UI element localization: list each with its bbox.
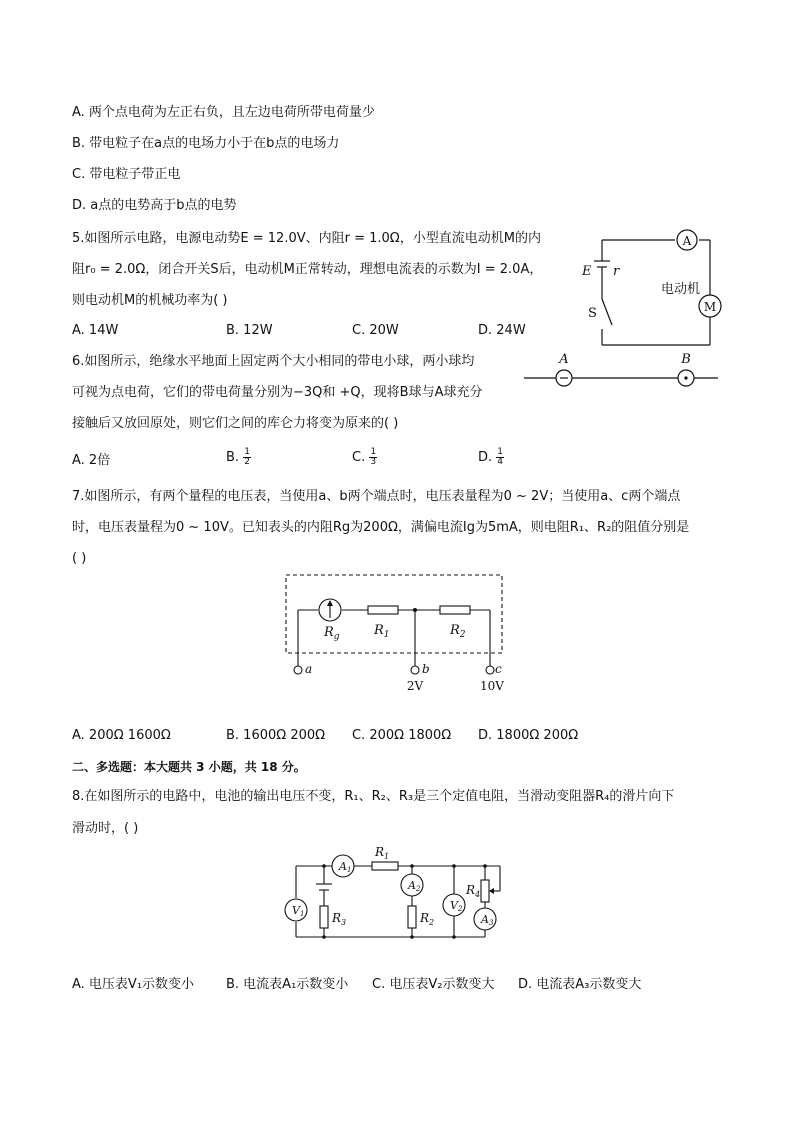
- q7-terminal-a: a: [305, 662, 313, 676]
- q8-r2-label: $R_2$: [420, 911, 435, 927]
- q8-a2-label: A2: [408, 879, 421, 893]
- q7-option-b: B. 1600Ω 200Ω: [226, 728, 326, 743]
- q6-option-a: A. 2倍: [72, 453, 111, 468]
- q7-option-a: A. 200Ω 1600Ω: [72, 728, 171, 743]
- q7-terminal-c: c: [495, 662, 502, 676]
- q7-stem-line1: 7.如图所示，有两个量程的电压表，当使用a、b两个端点时，电压表量程为0 ~ 2V；当使用a、c两个端点: [72, 489, 681, 504]
- q7-stem-line2: 时，电压表量程为0 ~ 10V。已知表头的内阻Rg为200Ω，满偏电流Ig为5mA，则电阻R₁、R₂的阻值分别是: [72, 520, 690, 535]
- q8-stem-line1: 8.在如图所示的电路中，电池的输出电压不变，R₁、R₂、R₃是三个定值电阻，当滑动变阻器R₄的滑片向下: [72, 789, 675, 804]
- q7-r1-label: $R_1$: [374, 623, 390, 640]
- q5-switch-label: S: [588, 306, 597, 321]
- q8-option-d: D. 电流表A₃示数变大: [518, 977, 642, 992]
- q6-option-b: B. $\frac{1}{2}$: [226, 447, 250, 467]
- q8-option-c: C. 电压表V₂示数变大: [372, 977, 495, 992]
- q7-terminal-b: b: [422, 662, 430, 676]
- r1-resistor: [368, 606, 398, 614]
- q8-v2-label: V2: [450, 899, 463, 913]
- q5-stem-line3: 则电动机M的机械功率为( ): [72, 293, 228, 308]
- q6-stem-line2: 可视为点电荷，它们的带电荷量分别为−3Q和 +Q，现将B球与A球充分: [72, 385, 483, 400]
- q5-resistance-label: r: [613, 264, 620, 279]
- q7-stem-line3: ( ): [72, 551, 87, 566]
- q4-option-d: D. a点的电势高于b点的电势: [72, 198, 237, 213]
- q7-range-10v: 10V: [480, 679, 504, 693]
- q6-charges-diagram: [522, 350, 722, 395]
- r4-rheostat: [481, 880, 489, 902]
- q8-option-b: B. 电流表A₁示数变小: [226, 977, 349, 992]
- q5-ammeter-label: A: [682, 234, 692, 248]
- q5-stem-line2: 阻r₀ = 2.0Ω，闭合开关S后，电动机M正常转动，理想电流表的示数为I = 2.0A，: [72, 262, 543, 277]
- q5-motor-symbol-label: M: [703, 300, 717, 314]
- q7-option-c: C. 200Ω 1800Ω: [352, 728, 452, 743]
- q6-option-c: C. $\frac{1}{3}$: [352, 447, 377, 467]
- q8-stem-line2: 滑动时，( ): [72, 821, 139, 836]
- r2-resistor: [408, 906, 416, 928]
- q6-ball-a-label: A: [559, 352, 569, 367]
- q5-option-a: A. 14W: [72, 323, 119, 338]
- q8-a1-label: A1: [339, 860, 352, 874]
- q6-option-d: D. $\frac{1}{4}$: [478, 447, 504, 467]
- q5-option-c: C. 20W: [352, 323, 399, 338]
- q5-option-b: B. 12W: [226, 323, 273, 338]
- q6-stem-line3: 接触后又放回原处，则它们之间的库仑力将变为原来的( ): [72, 416, 399, 431]
- q6-ball-b-label: B: [681, 352, 691, 367]
- q8-r4-label: $R_4$: [466, 883, 481, 899]
- q5-source-label: E: [582, 264, 592, 279]
- q6-stem-line1: 6.如图所示，绝缘水平地面上固定两个大小相同的带电小球，两小球均: [72, 354, 475, 369]
- section-title: 二、多选题：本大题共 3 小题，共 18 分。: [72, 760, 306, 774]
- q5-circuit-diagram: [570, 225, 720, 350]
- q8-r1-label: $R_1$: [375, 845, 390, 861]
- r3-resistor: [320, 906, 328, 928]
- q7-voltmeter-diagram: [280, 570, 510, 695]
- r2-resistor: [440, 606, 470, 614]
- q4-option-c: C. 带电粒子带正电: [72, 167, 181, 182]
- q5-stem-line1: 5.如图所示电路，电源电动势E = 12.0V、内阻r = 1.0Ω，小型直流电动机M的内: [72, 231, 541, 246]
- q8-circuit-diagram: [280, 840, 520, 945]
- q4-option-a: A. 两个点电荷为左正右负，且左边电荷所带电荷量少: [72, 105, 375, 120]
- q7-rg-label: $R_g$: [324, 625, 340, 642]
- r1-resistor: [372, 862, 398, 870]
- q8-option-a: A. 电压表V₁示数变小: [72, 977, 195, 992]
- q4-option-b: B. 带电粒子在a点的电场力小于在b点的电场力: [72, 136, 340, 151]
- q5-option-d: D. 24W: [478, 323, 526, 338]
- q7-r2-label: $R_2$: [450, 623, 466, 640]
- q5-motor-label: 电动机: [661, 282, 701, 297]
- q7-range-2v: 2V: [406, 679, 424, 693]
- q7-option-d: D. 1800Ω 200Ω: [478, 728, 579, 743]
- q8-r3-label: $R_3$: [332, 911, 347, 927]
- q8-v1-label: V1: [292, 904, 305, 918]
- q8-a3-label: A3: [481, 913, 494, 927]
